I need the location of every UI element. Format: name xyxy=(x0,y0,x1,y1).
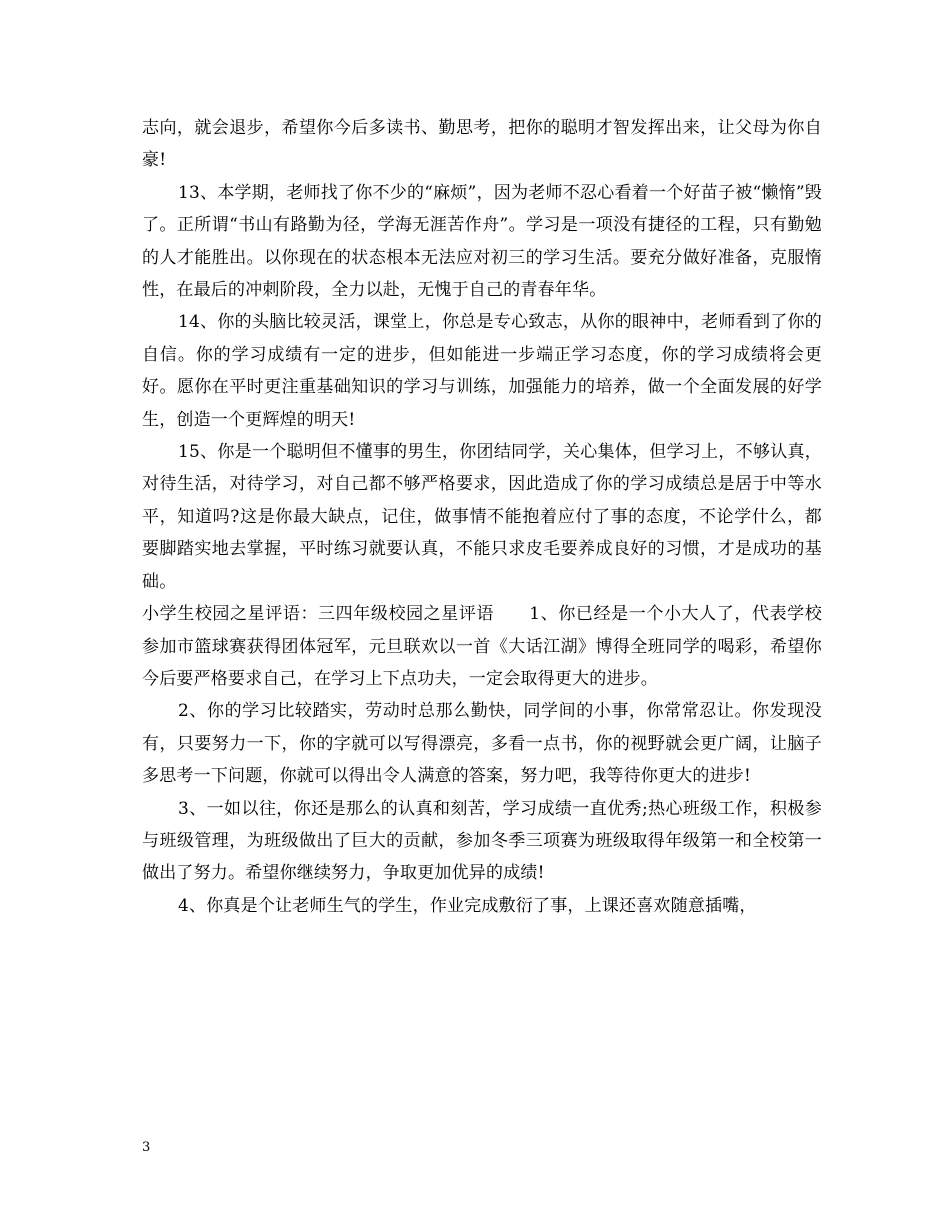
paragraph-comment-2: 2、你的学习比较踏实，劳动时总那么勤快，同学间的小事，你常常忍让。你发现没有，只要努力一下，你的字就可以写得漂亮，多看一点书，你的视野就会更广阔，让脑子多思考一下问题，你就可以得出令人满意的答案，努力吧，我等待你更大的进步! xyxy=(142,701,822,787)
paragraph-comment-3: 3、一如以往，你还是那么的认真和刻苦，学习成绩一直优秀;热心班级工作，积极参与班级管理，为班级做出了巨大的贡献，参加冬季三项赛为班级取得年级第一和全校第一做出了努力。希望你继续努力，争取更加优异的成绩! xyxy=(142,798,822,884)
paragraph-section-heading-comment-1: 小学生校园之星评语：三四年级校园之星评语 1、你已经是一个小大人了，代表学校参加市篮球赛获得团体冠军，元旦联欢以一首《大话江湖》博得全班同学的喝彩，希望你今后要严格要求自己，在学习上下点功夫，一定会取得更大的进步。 xyxy=(142,604,822,689)
document-body xyxy=(142,112,822,922)
paragraph-continuation: 志向，就会退步，希望你今后多读书、勤思考，把你的聪明才智发挥出来，让父母为你自豪! xyxy=(142,118,822,171)
paragraph-comment-15: 15、你是一个聪明但不懂事的男生，你团结同学，关心集体，但学习上，不够认真，对待生活，对待学习，对自己都不够严格要求，因此造成了你的学习成绩总是居于中等水平，知道吗?这是你最大缺点，记住，做事情不能抱着应付了事的态度，不论学什么，都要脚踏实地去掌握，平时练习就要认真，不能只求皮毛要养成良好的习惯，才是成功的基础。 xyxy=(142,442,822,592)
page-number: 3 xyxy=(142,1140,151,1155)
paragraph-comment-14: 14、你的头脑比较灵活，课堂上，你总是专心致志，从你的眼神中，老师看到了你的自信。你的学习成绩有一定的进步，但如能进一步端正学习态度，你的学习成绩将会更好。愿你在平时更注重基础知识的学习与训练，加强能力的培养，做一个全面发展的好学生，创造一个更辉煌的明天! xyxy=(142,312,822,430)
paragraph-comment-4: 4、你真是个让老师生气的学生，作业完成敷衍了事，上课还喜欢随意插嘴， xyxy=(178,895,757,916)
paragraph-comment-13: 13、本学期，老师找了你不少的“麻烦”，因为老师不忍心看着一个好苗子被“懒惰”毁了。正所谓“书山有路勤为径，学海无涯苦作舟”。学习是一项没有捷径的工程，只有勤勉的人才能胜出。以你现在的状态根本无法应对初三的学习生活。要充分做好准备，克服惰性，在最后的冲刺阶段，全力以赴，无愧于自己的青春年华。 xyxy=(142,182,822,301)
